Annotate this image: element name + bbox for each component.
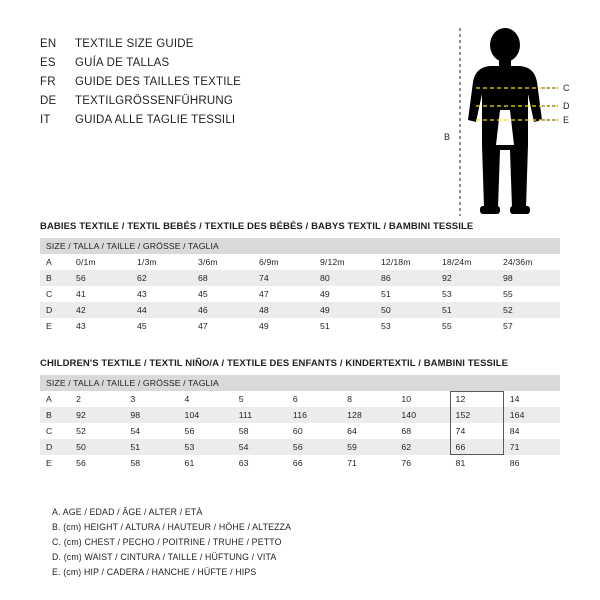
cell: 66 (452, 439, 506, 455)
cell: 51 (126, 439, 180, 455)
label-b: B (444, 132, 451, 142)
cell: 76 (401, 458, 412, 468)
title-text-de: TEXTILGRÖSSENFÜHRUNG (75, 95, 233, 107)
cell: 68 (194, 270, 255, 286)
cell: 52 (499, 302, 560, 318)
measurement-figure (430, 20, 580, 220)
title-row (40, 114, 370, 133)
children-section (40, 358, 560, 471)
cell: 49 (320, 289, 330, 299)
cell: 53 (442, 289, 452, 299)
title-row (40, 38, 370, 57)
babies-section-title: BABIES TEXTILE / TEXTIL BEBÉS / TEXTILE DES BÉBÉS / BABYS TEXTIL / BAMBINI TESSILE (40, 221, 474, 232)
babies-header-label: SIZE / TALLA / TAILLE / GRÖSSE / TAGLIA (40, 238, 560, 254)
cell: 45 (198, 289, 208, 299)
legend-item-d: D. (cm) WAIST / CINTURA / TAILLE / HÜFTUNG / VITA (52, 552, 277, 562)
table-row (40, 254, 560, 270)
cell: 0/1m (76, 257, 96, 267)
cell: 66 (292, 458, 303, 468)
cell: 59 (343, 439, 397, 455)
table-row (40, 391, 560, 407)
row-label: B (40, 270, 72, 286)
cell: 5 (238, 394, 244, 404)
cell: 45 (137, 321, 147, 331)
row-label: C (46, 289, 53, 299)
label-c: C (563, 83, 570, 93)
cell: 64 (347, 426, 357, 436)
cell: 86 (509, 458, 520, 468)
cell: 62 (133, 270, 194, 286)
cell: 92 (438, 270, 499, 286)
cell: 56 (184, 426, 195, 436)
cell: 43 (76, 321, 86, 331)
table-row (40, 407, 560, 423)
row-label: A (46, 394, 52, 404)
cell: 4 (184, 394, 190, 404)
cell: 9/12m (320, 257, 345, 267)
babies-size-table (40, 238, 560, 334)
cell: 46 (194, 302, 255, 318)
label-e: E (563, 115, 570, 125)
cell: 50 (377, 302, 438, 318)
cell: 54 (130, 426, 141, 436)
title-text-fr: GUIDE DES TAILLES TEXTILE (75, 76, 242, 88)
title-block (40, 38, 370, 133)
cell: 12 (455, 394, 466, 404)
cell: 62 (397, 439, 451, 455)
table-row (40, 318, 560, 334)
cell: 56 (72, 270, 133, 286)
children-size-table (40, 375, 560, 471)
cell: 61 (184, 458, 195, 468)
title-lang-es: ES (40, 57, 56, 69)
title-row (40, 95, 370, 114)
cell: 41 (76, 289, 86, 299)
cell: 71 (347, 458, 357, 468)
table-row (40, 286, 560, 302)
title-lang-en: EN (40, 38, 57, 50)
cell: 55 (442, 321, 452, 331)
cell: 49 (316, 302, 377, 318)
cell: 74 (455, 426, 466, 436)
cell: 104 (181, 407, 235, 423)
legend-item-a: A. AGE / EDAD / ÂGE / ALTER / ETÀ (52, 507, 203, 517)
cell: 56 (76, 458, 86, 468)
cell: 53 (381, 321, 391, 331)
cell: 42 (72, 302, 133, 318)
cell: 12/18m (381, 257, 411, 267)
row-label: A (46, 257, 52, 267)
cell: 63 (238, 458, 249, 468)
title-text-es: GUÍA DE TALLAS (75, 57, 170, 69)
child-silhouette (468, 28, 542, 214)
table-row (40, 270, 560, 286)
label-d: D (563, 101, 570, 111)
cell: 152 (452, 407, 506, 423)
title-lang-it: IT (40, 114, 51, 126)
cell: 14 (509, 394, 520, 404)
cell: 24/36m (503, 257, 533, 267)
cell: 51 (438, 302, 499, 318)
row-label: B (40, 407, 72, 423)
cell: 55 (503, 289, 513, 299)
cell: 60 (292, 426, 303, 436)
title-row (40, 57, 370, 76)
cell: 6 (292, 394, 298, 404)
title-text-en: TEXTILE SIZE GUIDE (75, 38, 194, 50)
table-header-row (40, 375, 560, 391)
cell: 51 (381, 289, 391, 299)
children-header-label: SIZE / TALLA / TAILLE / GRÖSSE / TAGLIA (40, 375, 560, 391)
title-lang-fr: FR (40, 76, 56, 88)
cell: 164 (506, 407, 560, 423)
cell: 10 (401, 394, 412, 404)
cell: 116 (289, 407, 343, 423)
cell: 98 (499, 270, 560, 286)
cell: 44 (133, 302, 194, 318)
row-label: E (46, 321, 52, 331)
cell: 18/24m (442, 257, 472, 267)
legend-item-c: C. (cm) CHEST / PECHO / POITRINE / TRUHE / PETTO (52, 537, 282, 547)
legend-item-b: B. (cm) HEIGHT / ALTURA / HAUTEUR / HÖHE / ALTEZZA (52, 522, 292, 532)
cell: 52 (76, 426, 86, 436)
row-label: D (40, 439, 72, 455)
cell: 6/9m (259, 257, 279, 267)
table-header-row (40, 238, 560, 254)
row-label: D (40, 302, 72, 318)
row-label: E (46, 458, 52, 468)
legend-item-e: E. (cm) HIP / CADERA / HANCHE / HÜFTE / HIPS (52, 567, 257, 577)
row-label: C (46, 426, 53, 436)
cell: 54 (235, 439, 289, 455)
cell: 3/6m (198, 257, 218, 267)
cell: 8 (347, 394, 353, 404)
cell: 56 (289, 439, 343, 455)
cell: 50 (72, 439, 126, 455)
table-row (40, 439, 560, 455)
cell: 71 (506, 439, 560, 455)
cell: 2 (76, 394, 82, 404)
title-text-it: GUIDA ALLE TAGLIE TESSILI (75, 114, 236, 126)
children-section-title: CHILDREN'S TEXTILE / TEXTIL NIÑO/A / TEXTILE DES ENFANTS / KINDERTEXTIL / BAMBINI TESSILE (40, 358, 509, 369)
cell: 92 (72, 407, 126, 423)
legend-block (52, 505, 472, 580)
cell: 84 (509, 426, 520, 436)
cell: 53 (181, 439, 235, 455)
table-row (40, 423, 560, 439)
cell: 86 (377, 270, 438, 286)
cell: 3 (130, 394, 136, 404)
table-row (40, 302, 560, 318)
cell: 140 (397, 407, 451, 423)
cell: 49 (259, 321, 269, 331)
title-row (40, 76, 370, 95)
cell: 1/3m (137, 257, 157, 267)
cell: 74 (255, 270, 316, 286)
cell: 57 (503, 321, 513, 331)
cell: 68 (401, 426, 412, 436)
title-lang-de: DE (40, 95, 57, 107)
cell: 47 (259, 289, 269, 299)
cell: 58 (238, 426, 249, 436)
table-row (40, 455, 560, 471)
cell: 48 (255, 302, 316, 318)
cell: 80 (316, 270, 377, 286)
cell: 98 (126, 407, 180, 423)
babies-section (40, 221, 560, 334)
cell: 128 (343, 407, 397, 423)
cell: 111 (235, 407, 289, 423)
cell: 47 (198, 321, 208, 331)
cell: 51 (320, 321, 330, 331)
cell: 43 (137, 289, 147, 299)
cell: 58 (130, 458, 141, 468)
cell: 81 (455, 458, 466, 468)
